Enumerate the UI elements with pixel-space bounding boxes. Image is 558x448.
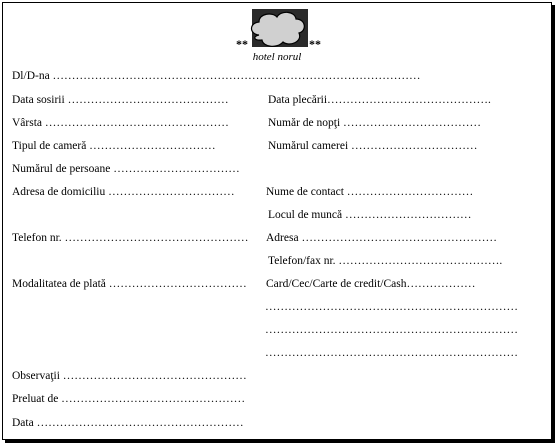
phone-field[interactable]: Telefon nr. ………………………………………… [12,232,249,244]
room-type-field[interactable]: Tipul de cameră …………………………… [12,140,216,152]
nights-field[interactable]: Număr de nopţi ……………………………… [268,117,482,129]
departure-date-field[interactable]: Data plecării……………………………………. [268,94,491,106]
guest-name-field[interactable]: Dl/D-na …………………………………………………………………………………… [12,70,421,82]
registration-form [2,2,552,440]
stars-left: ** [236,37,248,51]
taken-by-field[interactable]: Preluat de ………………………………………… [12,393,246,405]
payment-blank-line[interactable]: ………………………………………………………… [265,301,518,313]
payment-method-field[interactable]: Modalitatea de plată ……………………………… [12,278,247,290]
payment-options: Card/Cec/Carte de credit/Cash……………… [266,278,476,290]
payment-blank-line[interactable]: ………………………………………………………… [265,324,518,336]
age-field[interactable]: Vârsta ………………………………………… [12,117,229,129]
hotel-name: hotel norul [252,51,302,63]
date-field[interactable]: Data ……………………………………………… [12,417,244,429]
work-address-field[interactable]: Adresa …………………………………………… [266,232,497,244]
stars-right: ** [309,37,321,51]
phone-fax-field[interactable]: Telefon/fax nr. ……………………………………. [268,255,503,267]
contact-name-field[interactable]: Nume de contact …………………………… [266,186,474,198]
arrival-date-field[interactable]: Data sosirii …………………………………… [12,94,229,106]
payment-blank-line[interactable]: ………………………………………………………… [265,347,518,359]
room-number-field[interactable]: Numărul camerei …………………………… [268,140,478,152]
observations-field[interactable]: Observaţii ………………………………………… [12,370,247,382]
home-address-field[interactable]: Adresa de domiciliu …………………………… [12,186,235,198]
persons-field[interactable]: Numărul de persoane …………………………… [12,163,240,175]
workplace-field[interactable]: Locul de muncă …………………………… [268,209,472,221]
